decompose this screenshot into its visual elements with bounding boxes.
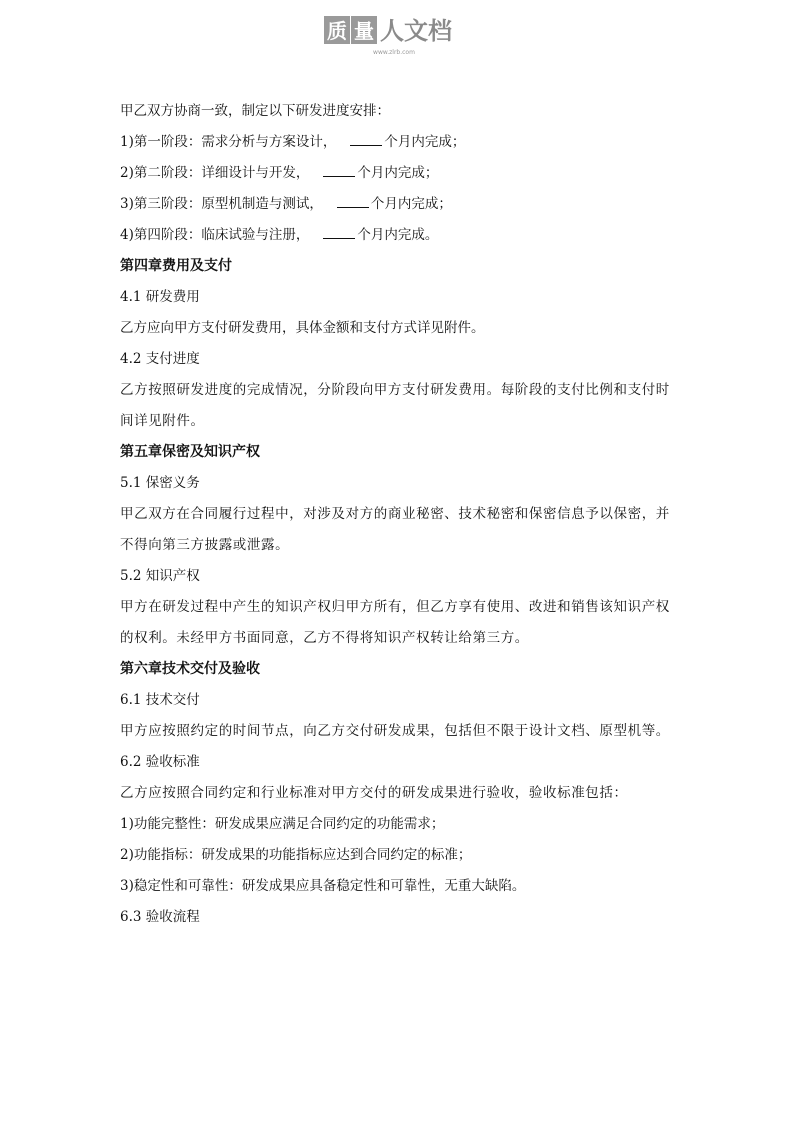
section-4-1-title: 4.1 研发费用: [120, 289, 200, 305]
criteria-item-1: 1)功能完整性：研发成果应满足合同约定的功能需求；: [120, 816, 445, 832]
logo-text: 人文档: [380, 17, 452, 45]
section-6-3-title: 6.3 验收流程: [120, 909, 200, 925]
phase-label: 3)第三阶段：原型机制造与测试，: [120, 196, 323, 212]
criteria-item-3: 3)稳定性和可靠性：研发成果应具备稳定性和可靠性，无重大缺陷。: [120, 878, 526, 894]
phase-suffix: 个月内完成；: [357, 165, 439, 181]
schedule-intro: 甲乙双方协商一致，制定以下研发进度安排：: [120, 103, 390, 119]
criteria-item-2: 2)功能指标：研发成果的功能指标应达到合同约定的标准；: [120, 847, 472, 863]
section-5-1-body: 甲乙双方在合同履行过程中，对涉及对方的商业秘密、技术秘密和保密信息予以保密，并不得向第三方披露或泄露。: [120, 506, 670, 553]
phase-suffix: 个月内完成。: [357, 227, 439, 243]
fill-blank[interactable]: [337, 193, 369, 208]
phase-line-2: [120, 158, 680, 189]
section-4-1-body: 乙方应向甲方支付研发费用，具体金额和支付方式详见附件。: [120, 320, 485, 336]
section-4-2-body: 乙方按照研发进度的完成情况，分阶段向甲方支付研发费用。每阶段的支付比例和支付时间详见附件。: [120, 382, 670, 429]
section-6-2-body: 乙方应按照合同约定和行业标准对甲方交付的研发成果进行验收，验收标准包括：: [120, 785, 628, 801]
watermark-logo: [322, 10, 472, 60]
document-body: [120, 96, 680, 933]
section-5-1-title: 5.1 保密义务: [120, 475, 200, 491]
logo-url: www.zlrb.com: [373, 49, 415, 56]
phase-suffix: 个月内完成；: [384, 134, 466, 150]
phase-line-1: [120, 127, 680, 158]
section-4-2-title: 4.2 支付进度: [120, 351, 200, 367]
phase-suffix: 个月内完成；: [370, 196, 452, 212]
fill-blank[interactable]: [350, 131, 382, 146]
chapter-6-title: 第六章技术交付及验收: [120, 661, 260, 677]
fill-blank[interactable]: [323, 224, 355, 239]
fill-blank[interactable]: [323, 162, 355, 177]
phase-label: 1)第一阶段：需求分析与方案设计，: [120, 134, 337, 150]
watermark-logo-graphic: [322, 10, 472, 60]
section-6-2-title: 6.2 验收标准: [120, 754, 200, 770]
section-6-1-title: 6.1 技术交付: [120, 692, 200, 708]
phase-label: 2)第二阶段：详细设计与开发，: [120, 165, 310, 181]
chapter-4-title: 第四章费用及支付: [120, 258, 232, 274]
phase-label: 4)第四阶段：临床试验与注册，: [120, 227, 310, 243]
phase-line-3: [120, 189, 680, 220]
phase-line-4: [120, 220, 680, 251]
chapter-5-title: 第五章保密及知识产权: [120, 444, 260, 460]
section-5-2-body: 甲方在研发过程中产生的知识产权归甲方所有，但乙方享有使用、改进和销售该知识产权的权利。未经甲方书面同意，乙方不得将知识产权转让给第三方。: [120, 599, 670, 646]
section-5-2-title: 5.2 知识产权: [120, 568, 200, 584]
logo-char-2: 量: [354, 19, 374, 43]
logo-char-1: 质: [327, 19, 347, 43]
section-6-1-body: 甲方应按照约定的时间节点，向乙方交付研发成果，包括但不限于设计文档、原型机等。: [120, 723, 670, 739]
